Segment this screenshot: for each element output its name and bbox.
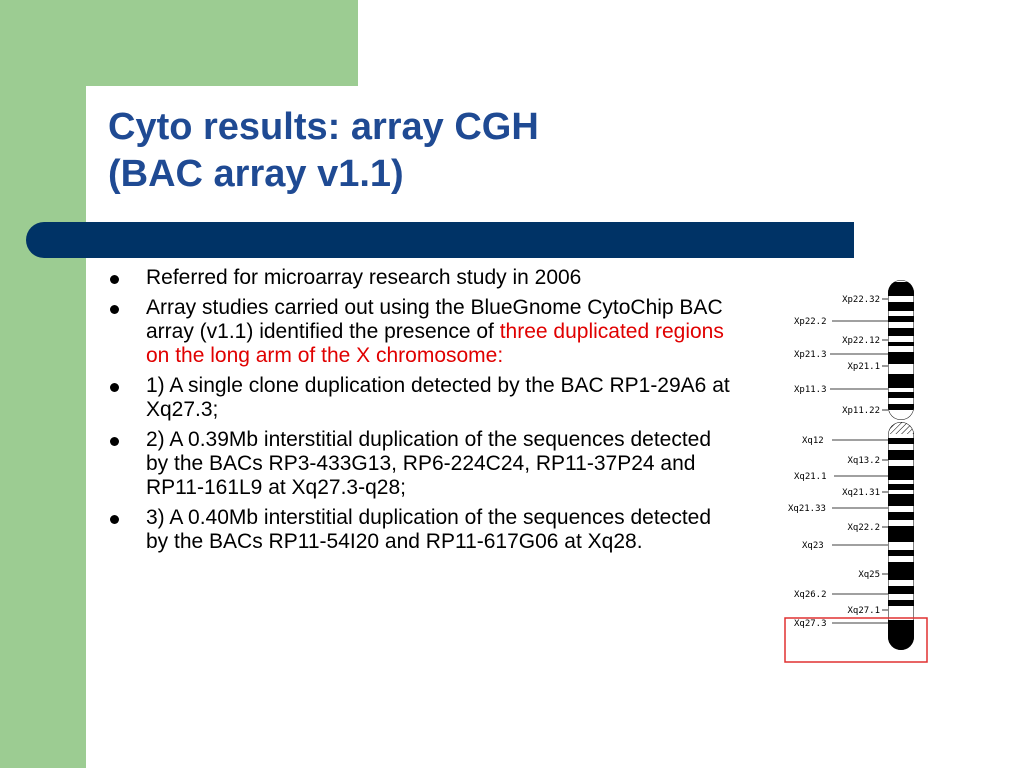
bullet-highlight-text: three duplicated regions on the long arm of the X chromosome: [146,320,724,367]
band-label: Xq27.1 [847,606,880,616]
band-label: Xp11.22 [842,406,880,416]
p-arm [888,280,914,420]
bullet-item [110,296,730,368]
band-label: Xq26.2 [794,590,827,600]
x-chromosome-ideogram [780,278,930,668]
band-label: Xq27.3 [794,619,827,629]
band-label: Xq21.31 [842,488,880,498]
header-green-block [0,0,358,86]
band-label: Xp22.32 [842,295,880,305]
bullet-dot-icon [110,383,119,392]
sidebar-green-strip [0,0,86,768]
bullet-text: 3) A 0.40Mb interstitial duplication of the sequences detected by the BACs RP11-54I20 and RP11-617G06 at Xq28. [146,506,712,553]
bullet-item [110,374,730,422]
title-line-1: Cyto results: array CGH [108,106,539,148]
band-label: Xq22.2 [847,523,880,533]
band-label: Xp21.1 [847,362,880,372]
bullet-item [110,506,730,554]
bullet-text: 1) A single clone duplication detected by the BAC RP1-29A6 at Xq27.3; [146,374,730,421]
bullet-item [110,428,730,500]
q-arm [888,422,914,650]
band-label: Xq12 [802,436,824,446]
band-label: Xq25 [858,570,880,580]
bullet-dot-icon [110,275,119,284]
bullet-text: Array studies carried out using the BlueGnome CytoChip BAC array (v1.1) identified the presence of [146,296,723,343]
title-line-2: (BAC array v1.1) [108,153,404,195]
title-divider-bar [26,222,854,258]
band-label: Xq23 [802,541,824,551]
band-label: Xp11.3 [794,385,827,395]
band-label: Xp22.12 [842,336,880,346]
slide-title [108,104,539,198]
band-label: Xq21.1 [794,472,827,482]
bullet-list [110,266,730,560]
band-label: Xp21.3 [794,350,827,360]
bullet-text: 2) A 0.39Mb interstitial duplication of the sequences detected by the BACs RP3-433G13, RP6-224C24, RP11-37P24 and RP11-161L9 at Xq27.3-q28; [146,428,712,499]
bullet-dot-icon [110,437,119,446]
band-label: Xq13.2 [847,456,880,466]
bullet-dot-icon [110,305,119,314]
bullet-dot-icon [110,515,119,524]
bullet-item [110,266,730,290]
band-label: Xq21.33 [788,504,826,514]
bullet-text: Referred for microarray research study in 2006 [146,266,582,289]
band-label: Xp22.2 [794,317,827,327]
